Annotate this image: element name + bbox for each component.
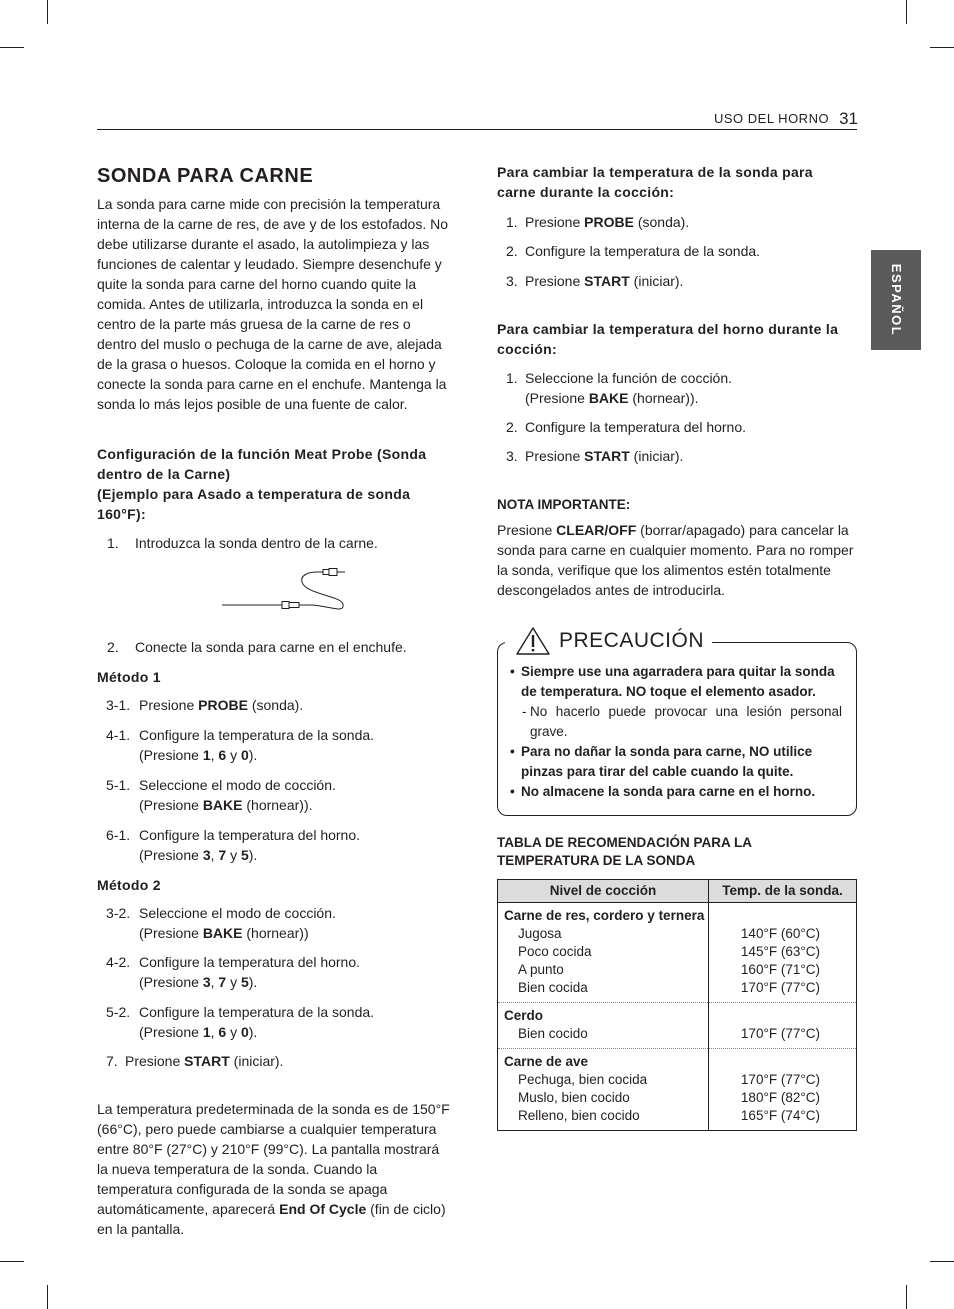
list-item: 1. Seleccione la función de cocción. (Presione BAKE (hornear)). xyxy=(506,370,733,406)
probe-temp-value: 145°F (63°C) xyxy=(740,944,820,959)
crop-mark xyxy=(930,47,954,48)
list-item: 5-1. Seleccione el modo de cocción. (Presione BAKE (hornear)). xyxy=(106,777,336,813)
oven-change-steps xyxy=(497,368,857,466)
note-heading: NOTA IMPORTANTE: xyxy=(497,497,631,512)
list-item: 3. Presione START (iniciar). xyxy=(506,448,684,464)
oven-change-heading: Para cambiar la temperatura del horno durante la cocción: xyxy=(497,321,839,357)
crop-mark xyxy=(906,1285,907,1309)
list-item: 1. Presione PROBE (sonda). xyxy=(506,214,690,230)
crop-mark xyxy=(0,1261,24,1262)
caution-item: • No almacene la sonda para carne en el horno. xyxy=(510,784,816,799)
doneness-level: Poco cocida xyxy=(518,944,592,959)
note-paragraph: Presione CLEAR/OFF (borrar/apagado) para cancelar la sonda para carne en cualquier momento. Para no romper la sonda, verifique que los alimentos estén totalmente descongelados antes de introducirla. xyxy=(497,522,854,598)
caution-item: • Para no dañar la sonda para carne, NO utilice pinzas para tirar del cable cuando la quite. xyxy=(510,744,813,779)
list-item: 1. Introduzca la sonda dentro de la carne. xyxy=(107,535,378,551)
probe-steps-2 xyxy=(97,637,453,657)
right-column xyxy=(497,162,857,600)
method-2-steps xyxy=(97,903,453,1071)
doneness-level: Pechuga, bien cocida xyxy=(518,1072,648,1087)
config-heading-line1: Configuración de la función Meat Probe (Sonda dentro de la Carne) xyxy=(97,446,427,482)
crop-mark xyxy=(930,1261,954,1262)
probe-steps xyxy=(97,533,453,553)
table-row xyxy=(498,1049,857,1131)
probe-temp-value: 160°F (71°C) xyxy=(740,962,820,977)
intro-paragraph: La sonda para carne mide con precisión la temperatura interna de la carne de res, de ave y de los estofados. No debe utilizarse durante el asado, la autolimpieza y las funciones de calentar y leudado. Siempre desenchufe y quite la sonda para carne del horno cuando quite la comida. Antes de utilizarla, introduzca la sonda en el centro de la parte más gruesa de la carne de res o dentro del muslo o pechuga de la carne de ave, alejada de la grasa o huesos. Coloque la comida en el horno y conecte la sonda para carne en el enchufe. Mantenga la sonda lo más lejos posible de una fuente de calor. xyxy=(97,196,448,412)
default-temp-paragraph: La temperatura predeterminada de la sonda es de 150°F (66°C), pero puede cambiarse a cualquier temperatura entre 80°F (27°C) y 210°F (99°C). La pantalla mostrará la nueva temperatura de la sonda. Cuando la temperatura configurada de la sonda se apaga automáticamente, aparecerá End Of Cycle (fin de ciclo) en la pantalla. xyxy=(97,1101,450,1237)
list-item: 3. Presione START (iniciar). xyxy=(506,273,684,289)
method-2-heading: Método 2 xyxy=(97,877,161,893)
method-1-heading: Método 1 xyxy=(97,669,161,685)
header-rule xyxy=(97,129,857,130)
table-row xyxy=(498,903,857,1003)
doneness-level: Muslo, bien cocido xyxy=(518,1090,630,1105)
table-header-row xyxy=(498,880,857,903)
section-title: USO DEL HORNO xyxy=(713,111,830,126)
probe-temp-value: 140°F (60°C) xyxy=(740,926,820,941)
language-tab-label: ESPAÑOL xyxy=(889,263,904,337)
crop-mark xyxy=(47,0,48,24)
probe-change-steps xyxy=(497,212,857,291)
list-item: 3-2. Seleccione el modo de cocción. (Presione BAKE (hornear)) xyxy=(106,905,336,941)
doneness-level: Bien cocida xyxy=(518,980,588,995)
list-item: 6-1. Configure la temperatura del horno. (Presione 3, 7 y 5). xyxy=(106,827,361,863)
section-heading: SONDA PARA CARNE xyxy=(97,165,314,187)
method-1-steps xyxy=(97,695,453,865)
crop-mark xyxy=(47,1285,48,1309)
caution-title xyxy=(505,625,712,657)
probe-change-heading: Para cambiar la temperatura de la sonda para carne durante la cocción: xyxy=(497,164,813,200)
doneness-level: Relleno, bien cocido xyxy=(518,1108,640,1123)
caution-item: • Siempre use una agarradera para quitar la sonda de temperatura. NO toque el elemento asador. xyxy=(510,664,835,699)
probe-temp-value: 180°F (82°C) xyxy=(740,1090,820,1105)
group-name: Cerdo xyxy=(504,1008,544,1023)
doneness-level: A punto xyxy=(518,962,564,977)
probe-temp-value: 170°F (77°C) xyxy=(740,980,820,995)
config-heading-line2: (Ejemplo para Asado a temperatura de sonda 160°F): xyxy=(97,486,411,522)
group-name: Carne de res, cordero y ternera xyxy=(504,908,705,923)
probe-temp-table xyxy=(497,879,857,1131)
table-heading: TABLA DE RECOMENDACIÓN PARA LA TEMPERATURA DE LA SONDA xyxy=(497,835,752,868)
list-item: 3-1. Presione PROBE (sonda). xyxy=(106,697,304,713)
list-item: 2. Configure la temperatura de la sonda. xyxy=(506,243,761,259)
table-row xyxy=(498,1003,857,1049)
group-name: Carne de ave xyxy=(504,1054,589,1069)
warning-icon xyxy=(515,626,551,656)
caution-title-text: PRECAUCIÓN xyxy=(559,629,705,652)
probe-temp-value: 165°F (74°C) xyxy=(740,1108,820,1123)
crop-mark xyxy=(0,47,24,48)
column-header: Nivel de cocción xyxy=(498,880,709,903)
crop-mark xyxy=(906,0,907,24)
probe-temp-value: 170°F (77°C) xyxy=(740,1026,820,1041)
left-column xyxy=(97,162,453,1239)
meat-probe-illustration xyxy=(97,562,453,622)
list-item: 2. Conecte la sonda para carne en el enchufe. xyxy=(107,639,407,655)
caution-subitem: - No hacerlo puede provocar una lesión personal grave. xyxy=(522,704,842,739)
list-item: 7. Presione START (iniciar). xyxy=(106,1053,284,1069)
page-header xyxy=(714,108,858,130)
list-item: 4-2. Configure la temperatura del horno. (Presione 3, 7 y 5). xyxy=(106,954,361,990)
caution-list xyxy=(510,662,842,802)
doneness-level: Jugosa xyxy=(518,926,562,941)
page-number: 31 xyxy=(839,109,858,128)
doneness-level: Bien cocido xyxy=(518,1026,588,1041)
column-header: Temp. de la sonda. xyxy=(709,880,857,903)
language-tab xyxy=(871,250,921,350)
list-item: 4-1. Configure la temperatura de la sonda. (Presione 1, 6 y 0). xyxy=(106,727,375,763)
list-item: 5-2. Configure la temperatura de la sonda. (Presione 1, 6 y 0). xyxy=(106,1004,375,1040)
config-heading xyxy=(97,444,453,524)
list-item: 2. Configure la temperatura del horno. xyxy=(506,419,747,435)
probe-temp-value: 170°F (77°C) xyxy=(740,1072,820,1087)
